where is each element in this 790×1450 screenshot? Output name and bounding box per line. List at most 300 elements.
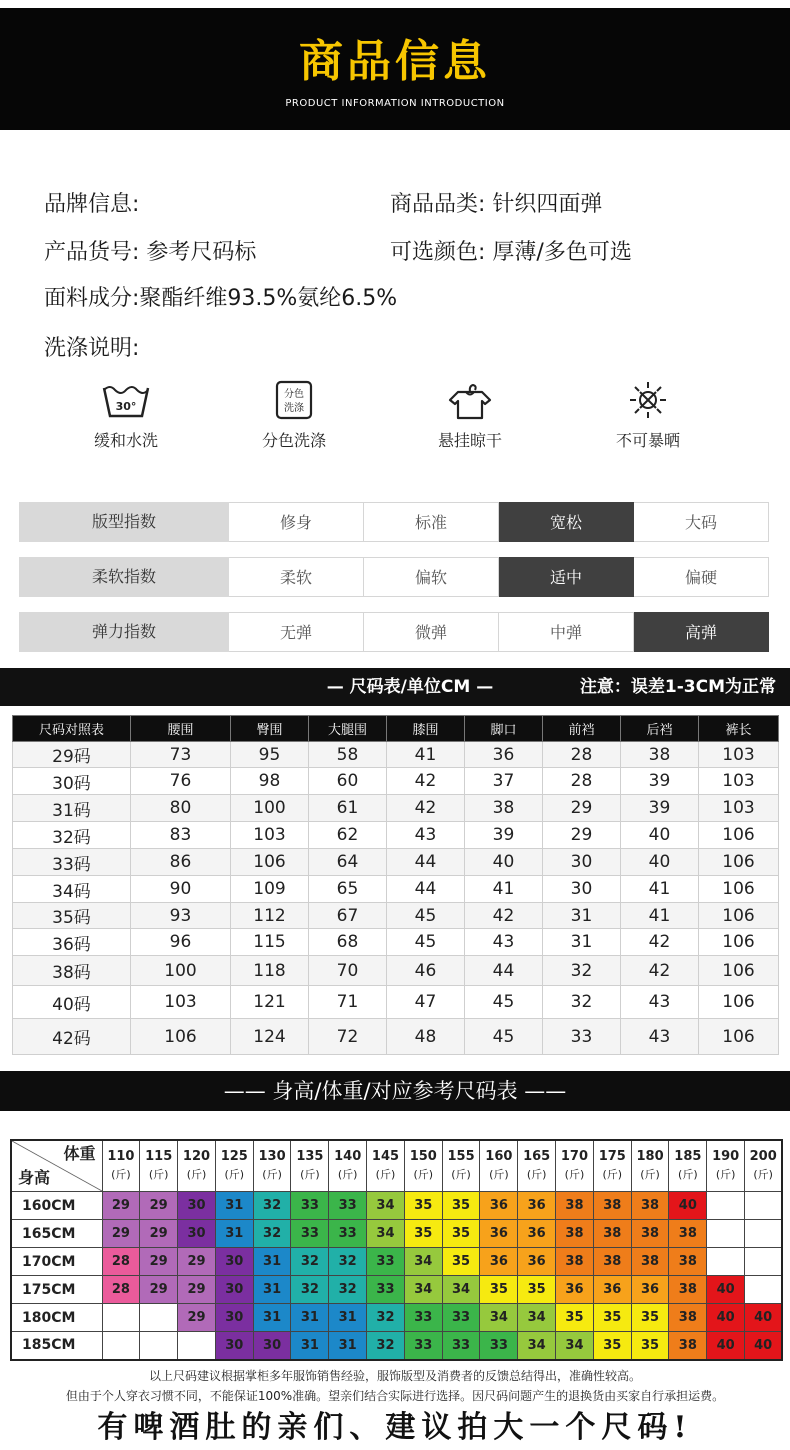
size-cell: 31: [329, 1332, 367, 1360]
size-cell: 29: [140, 1248, 178, 1276]
table-cell: 64: [309, 849, 387, 876]
weight-header: [291, 1140, 329, 1192]
weight-header: [669, 1140, 707, 1192]
weight-unit: (斤): [111, 1168, 131, 1181]
size-cell: [102, 1332, 140, 1360]
softness-index-row: [19, 557, 770, 597]
size-cell: 34: [518, 1304, 556, 1332]
page-title: 商品信息: [299, 36, 491, 87]
column-header: 裤长: [699, 716, 779, 742]
header-banner: [0, 8, 790, 130]
table-cell: 38码: [13, 956, 131, 986]
weight-header: [631, 1140, 669, 1192]
weight-value: 185: [674, 1149, 702, 1164]
weight-header: [215, 1140, 253, 1192]
size-cell: 38: [669, 1304, 707, 1332]
size-cell: 35: [593, 1304, 631, 1332]
size-cell: 33: [404, 1304, 442, 1332]
weight-value: 145: [371, 1149, 400, 1164]
weight-value: 140: [334, 1149, 362, 1164]
table-row: [13, 903, 779, 929]
size-cell: 38: [669, 1220, 707, 1248]
size-cell: [707, 1220, 745, 1248]
index-option: 修身: [229, 502, 364, 542]
size-cell: 36: [593, 1276, 631, 1304]
size-cell: 36: [518, 1248, 556, 1276]
table-cell: 36: [465, 742, 543, 768]
size-cell: 40: [707, 1332, 745, 1360]
table-row: [13, 768, 779, 795]
table-cell: 48: [387, 1019, 465, 1055]
size-cell: [140, 1304, 178, 1332]
size-cell: 34: [367, 1192, 405, 1220]
size-chart-title: — 尺码表/单位CM —: [326, 677, 494, 697]
index-option: 无弹: [229, 612, 364, 652]
colors-info: 可选颜色: 厚薄/多色可选: [390, 240, 632, 265]
index-label: 柔软指数: [19, 557, 229, 597]
weight-unit: (斤): [602, 1168, 623, 1181]
size-cell: 35: [442, 1220, 480, 1248]
size-cell: 33: [442, 1332, 480, 1360]
table-cell: 38: [465, 795, 543, 822]
column-header: 腰围: [131, 716, 231, 742]
size-cell: 29: [102, 1220, 140, 1248]
table-cell: 68: [309, 929, 387, 956]
weight-unit: (斤): [300, 1168, 320, 1181]
weight-unit: (斤): [678, 1168, 698, 1181]
size-cell: 34: [367, 1220, 405, 1248]
table-row: [11, 1192, 782, 1220]
size-cell: [178, 1332, 216, 1360]
column-header: 尺码对照表: [13, 716, 131, 742]
height-label: 160CM: [11, 1192, 102, 1220]
size-cell: 33: [329, 1192, 367, 1220]
size-cell: 34: [404, 1276, 442, 1304]
size-cell: 31: [291, 1304, 329, 1332]
weight-unit: (斤): [753, 1168, 773, 1181]
table-cell: 46: [387, 956, 465, 986]
weight-unit: (斤): [224, 1168, 245, 1181]
size-cell: 34: [556, 1332, 594, 1360]
size-cell: 35: [631, 1304, 669, 1332]
size-cell: 38: [669, 1332, 707, 1360]
table-cell: 106: [699, 876, 779, 903]
size-chart-bar: [0, 668, 790, 706]
table-cell: 31码: [13, 795, 131, 822]
weight-unit: (斤): [337, 1168, 358, 1181]
table-cell: 43: [621, 1019, 699, 1055]
column-header: 后裆: [621, 716, 699, 742]
size-cell: 34: [480, 1304, 518, 1332]
table-cell: 61: [309, 795, 387, 822]
care-label: 缓和水洗: [93, 431, 158, 450]
footer-line-2: 但由于个人穿衣习惯不同，不能保证100%准确。望亲们结合实际进行选择。因尺码问题产生的退换货由买家自行承担运费。: [65, 1389, 725, 1403]
table-cell: 83: [131, 822, 231, 849]
size-cell: 36: [556, 1276, 594, 1304]
weight-unit: (斤): [413, 1168, 434, 1181]
weight-header: [178, 1140, 216, 1192]
table-cell: 31: [543, 929, 621, 956]
weight-header: [442, 1140, 480, 1192]
care-label: 悬挂晾干: [437, 431, 502, 450]
weight-value: 150: [409, 1149, 437, 1164]
table-cell: 45: [465, 986, 543, 1019]
index-option: 中弹: [499, 612, 634, 652]
table-row: [11, 1332, 782, 1360]
size-cell: 30: [215, 1276, 253, 1304]
table-cell: 42: [387, 795, 465, 822]
care-label: 分色洗涤: [261, 431, 326, 450]
wash-30-icon: [98, 380, 154, 420]
table-cell: 96: [131, 929, 231, 956]
size-cell: [745, 1192, 783, 1220]
care-item-wash: [66, 380, 186, 451]
size-cell: 38: [593, 1220, 631, 1248]
table-cell: 38: [621, 742, 699, 768]
table-cell: 62: [309, 822, 387, 849]
size-cell: 32: [291, 1276, 329, 1304]
size-cell: [707, 1192, 745, 1220]
table-cell: 45: [465, 1019, 543, 1055]
svg-text:洗涤: 洗涤: [284, 403, 304, 414]
size-table: [12, 715, 779, 1055]
weight-unit: (斤): [715, 1168, 736, 1181]
fabric-info: 面料成分:聚酯纤维93.5%氨纶6.5%: [44, 286, 398, 311]
size-cell: 32: [329, 1276, 367, 1304]
table-cell: 29: [543, 822, 621, 849]
weight-header: [253, 1140, 291, 1192]
size-cell: 33: [404, 1332, 442, 1360]
size-cell: 29: [140, 1192, 178, 1220]
table-cell: 106: [699, 1019, 779, 1055]
size-cell: 32: [367, 1332, 405, 1360]
weight-value: 125: [220, 1149, 248, 1164]
weight-value: 130: [258, 1149, 286, 1164]
size-cell: [745, 1276, 783, 1304]
table-cell: 71: [309, 986, 387, 1019]
fit-index-row: [19, 502, 770, 542]
size-cell: 36: [631, 1276, 669, 1304]
size-cell: 29: [178, 1276, 216, 1304]
weight-unit: (斤): [375, 1168, 396, 1181]
size-cell: 38: [556, 1220, 594, 1248]
table-cell: 72: [309, 1019, 387, 1055]
index-option: 偏硬: [634, 557, 769, 597]
size-cell: 38: [631, 1192, 669, 1220]
table-cell: 100: [131, 956, 231, 986]
category-info: 商品品类: 针织四面弹: [390, 192, 603, 217]
table-corner: [11, 1140, 102, 1192]
table-row: [11, 1248, 782, 1276]
size-cell: 33: [442, 1304, 480, 1332]
table-row: [13, 795, 779, 822]
weight-unit: (斤): [148, 1168, 169, 1181]
size-cell: 33: [291, 1220, 329, 1248]
table-cell: 33: [543, 1019, 621, 1055]
size-cell: 33: [291, 1192, 329, 1220]
table-cell: 100: [231, 795, 309, 822]
size-cell: 35: [518, 1276, 556, 1304]
height-weight-table: [10, 1139, 783, 1361]
table-row: [11, 1220, 782, 1248]
table-cell: 86: [131, 849, 231, 876]
column-header: 前裆: [543, 716, 621, 742]
size-cell: 28: [102, 1276, 140, 1304]
table-cell: 40: [621, 849, 699, 876]
table-cell: 106: [131, 1019, 231, 1055]
size-cell: 31: [253, 1276, 291, 1304]
size-cell: 36: [518, 1192, 556, 1220]
size-cell: 30: [215, 1304, 253, 1332]
column-header: 大腿围: [309, 716, 387, 742]
table-cell: 44: [465, 956, 543, 986]
table-cell: 43: [387, 822, 465, 849]
size-cell: 30: [215, 1248, 253, 1276]
table-cell: 47: [387, 986, 465, 1019]
table-row: [11, 1304, 782, 1332]
footer-line-1: 以上尺码建议根据掌柜多年服饰销售经验，服饰版型及消费者的反馈总结得出，准确性较高。: [148, 1369, 641, 1383]
size-cell: 38: [669, 1248, 707, 1276]
table-cell: 35码: [13, 903, 131, 929]
care-item-hang: [410, 380, 530, 451]
table-cell: 39: [621, 768, 699, 795]
table-cell: 45: [387, 929, 465, 956]
size-cell: 40: [707, 1276, 745, 1304]
table-row: [13, 876, 779, 903]
table-cell: 39: [465, 822, 543, 849]
size-cell: 29: [140, 1276, 178, 1304]
wash-temp-label: 30°: [115, 400, 137, 413]
index-label: 版型指数: [19, 502, 229, 542]
table-cell: 30: [543, 849, 621, 876]
height-weight-bar: —— 身高/体重/对应参考尺码表 ——: [0, 1071, 790, 1111]
table-cell: 115: [231, 929, 309, 956]
table-cell: 32码: [13, 822, 131, 849]
index-option-selected: 适中: [499, 557, 634, 597]
table-cell: 65: [309, 876, 387, 903]
index-option: 标准: [364, 502, 499, 542]
weight-header: [480, 1140, 518, 1192]
size-cell: 35: [556, 1304, 594, 1332]
size-cell: 36: [480, 1248, 518, 1276]
size-cell: 28: [102, 1248, 140, 1276]
size-cell: 31: [215, 1192, 253, 1220]
index-option: 柔软: [229, 557, 364, 597]
size-cell: 38: [593, 1192, 631, 1220]
size-cell: 38: [556, 1192, 594, 1220]
care-label: 不可暴晒: [615, 431, 680, 450]
table-cell: 103: [699, 742, 779, 768]
table-cell: 45: [387, 903, 465, 929]
weight-unit: (斤): [262, 1168, 282, 1181]
table-row: [13, 929, 779, 956]
table-cell: 29: [543, 795, 621, 822]
table-cell: 76: [131, 768, 231, 795]
table-cell: 42: [621, 956, 699, 986]
size-cell: 36: [480, 1192, 518, 1220]
table-cell: 103: [699, 768, 779, 795]
table-cell: 106: [699, 849, 779, 876]
index-option: 偏软: [364, 557, 499, 597]
table-cell: 31: [543, 903, 621, 929]
size-cell: 29: [178, 1304, 216, 1332]
table-cell: 28: [543, 742, 621, 768]
table-cell: 29码: [13, 742, 131, 768]
size-cell: 31: [253, 1304, 291, 1332]
table-cell: 41: [465, 876, 543, 903]
table-cell: 33码: [13, 849, 131, 876]
table-cell: 103: [131, 986, 231, 1019]
care-item-separate: [234, 380, 354, 451]
diagonal-header: [12, 1141, 102, 1191]
size-cell: 40: [669, 1192, 707, 1220]
footer-slogan: 有啤酒肚的亲们、建议拍大一个尺码!: [97, 1410, 693, 1445]
weight-value: 160: [485, 1149, 513, 1164]
footer-notes: [0, 1366, 790, 1406]
size-chart-note: 注意：误差1-3CM为正常: [579, 677, 776, 697]
table-cell: 103: [231, 822, 309, 849]
index-label: 弹力指数: [19, 612, 229, 652]
size-cell: [745, 1220, 783, 1248]
size-cell: 33: [480, 1332, 518, 1360]
size-cell: 33: [329, 1220, 367, 1248]
weight-unit: (斤): [489, 1168, 509, 1181]
table-cell: 43: [465, 929, 543, 956]
size-cell: 36: [480, 1220, 518, 1248]
table-row: [13, 956, 779, 986]
height-label: 165CM: [11, 1220, 102, 1248]
index-option-selected: 宽松: [499, 502, 634, 542]
table-cell: 39: [621, 795, 699, 822]
weight-header: [329, 1140, 367, 1192]
size-cell: 40: [745, 1304, 783, 1332]
table-cell: 42: [387, 768, 465, 795]
weight-header: [745, 1140, 783, 1192]
size-cell: 38: [556, 1248, 594, 1276]
separate-wash-icon: [266, 380, 322, 420]
height-axis-label: 身高: [18, 1168, 51, 1187]
height-label: 185CM: [11, 1332, 102, 1360]
table-cell: 28: [543, 768, 621, 795]
table-cell: 32: [543, 986, 621, 1019]
table-cell: 44: [387, 849, 465, 876]
size-cell: 30: [215, 1332, 253, 1360]
weight-unit: (斤): [564, 1168, 585, 1181]
size-cell: 32: [253, 1192, 291, 1220]
table-cell: 106: [699, 929, 779, 956]
weight-header: [556, 1140, 594, 1192]
size-cell: [745, 1248, 783, 1276]
table-cell: 30: [543, 876, 621, 903]
weight-header: [367, 1140, 405, 1192]
size-cell: 35: [442, 1248, 480, 1276]
size-cell: 31: [291, 1332, 329, 1360]
table-cell: 103: [699, 795, 779, 822]
table-cell: 106: [699, 986, 779, 1019]
wash-title: 洗涤说明:: [44, 336, 140, 361]
elasticity-index-row: [19, 612, 770, 652]
size-cell: 31: [253, 1248, 291, 1276]
index-option-selected: 高弹: [634, 612, 769, 652]
table-cell: 98: [231, 768, 309, 795]
table-cell: 40: [621, 822, 699, 849]
table-cell: 42码: [13, 1019, 131, 1055]
size-cell: 31: [215, 1220, 253, 1248]
table-cell: 124: [231, 1019, 309, 1055]
column-header: 脚口: [465, 716, 543, 742]
weight-value: 170: [560, 1149, 589, 1164]
index-option: 微弹: [364, 612, 499, 652]
size-cell: 29: [102, 1192, 140, 1220]
table-row: [13, 986, 779, 1019]
size-cell: [102, 1304, 140, 1332]
size-cell: 30: [253, 1332, 291, 1360]
table-cell: 67: [309, 903, 387, 929]
table-cell: 41: [621, 903, 699, 929]
table-row: [13, 822, 779, 849]
table-cell: 106: [699, 822, 779, 849]
table-cell: 60: [309, 768, 387, 795]
height-label: 170CM: [11, 1248, 102, 1276]
table-cell: 30码: [13, 768, 131, 795]
table-row: [13, 742, 779, 768]
weight-value: 110: [107, 1149, 135, 1164]
column-header: 膝围: [387, 716, 465, 742]
weight-unit: (斤): [640, 1168, 660, 1181]
weight-header: [102, 1140, 140, 1192]
weight-header: [404, 1140, 442, 1192]
page-subtitle: PRODUCT INFORMATION INTRODUCTION: [285, 98, 505, 109]
table-cell: 41: [621, 876, 699, 903]
table-cell: 40码: [13, 986, 131, 1019]
index-option: 大码: [634, 502, 769, 542]
table-cell: 58: [309, 742, 387, 768]
size-cell: 38: [593, 1248, 631, 1276]
table-row: [13, 849, 779, 876]
table-cell: 34码: [13, 876, 131, 903]
svg-text:分色: 分色: [284, 389, 304, 400]
height-label: 180CM: [11, 1304, 102, 1332]
weight-header: [707, 1140, 745, 1192]
height-label: 175CM: [11, 1276, 102, 1304]
size-cell: 33: [367, 1276, 405, 1304]
size-cell: 36: [518, 1220, 556, 1248]
weight-value: 175: [598, 1149, 626, 1164]
table-cell: 32: [543, 956, 621, 986]
size-cell: 32: [329, 1248, 367, 1276]
weight-unit: (斤): [526, 1168, 547, 1181]
table-cell: 93: [131, 903, 231, 929]
size-cell: 30: [178, 1192, 216, 1220]
size-cell: [707, 1248, 745, 1276]
brand-info: 品牌信息:: [44, 192, 140, 217]
table-row: [11, 1276, 782, 1304]
size-cell: 34: [442, 1276, 480, 1304]
weight-axis-label: 体重: [63, 1144, 96, 1163]
weight-value: 155: [447, 1149, 475, 1164]
size-cell: 33: [367, 1248, 405, 1276]
table-cell: 95: [231, 742, 309, 768]
size-cell: 32: [367, 1304, 405, 1332]
table-cell: 106: [699, 956, 779, 986]
weight-value: 200: [749, 1149, 777, 1164]
table-cell: 36码: [13, 929, 131, 956]
table-cell: 44: [387, 876, 465, 903]
hang-dry-icon: [442, 380, 498, 420]
table-cell: 42: [621, 929, 699, 956]
table-cell: 90: [131, 876, 231, 903]
table-cell: 41: [387, 742, 465, 768]
